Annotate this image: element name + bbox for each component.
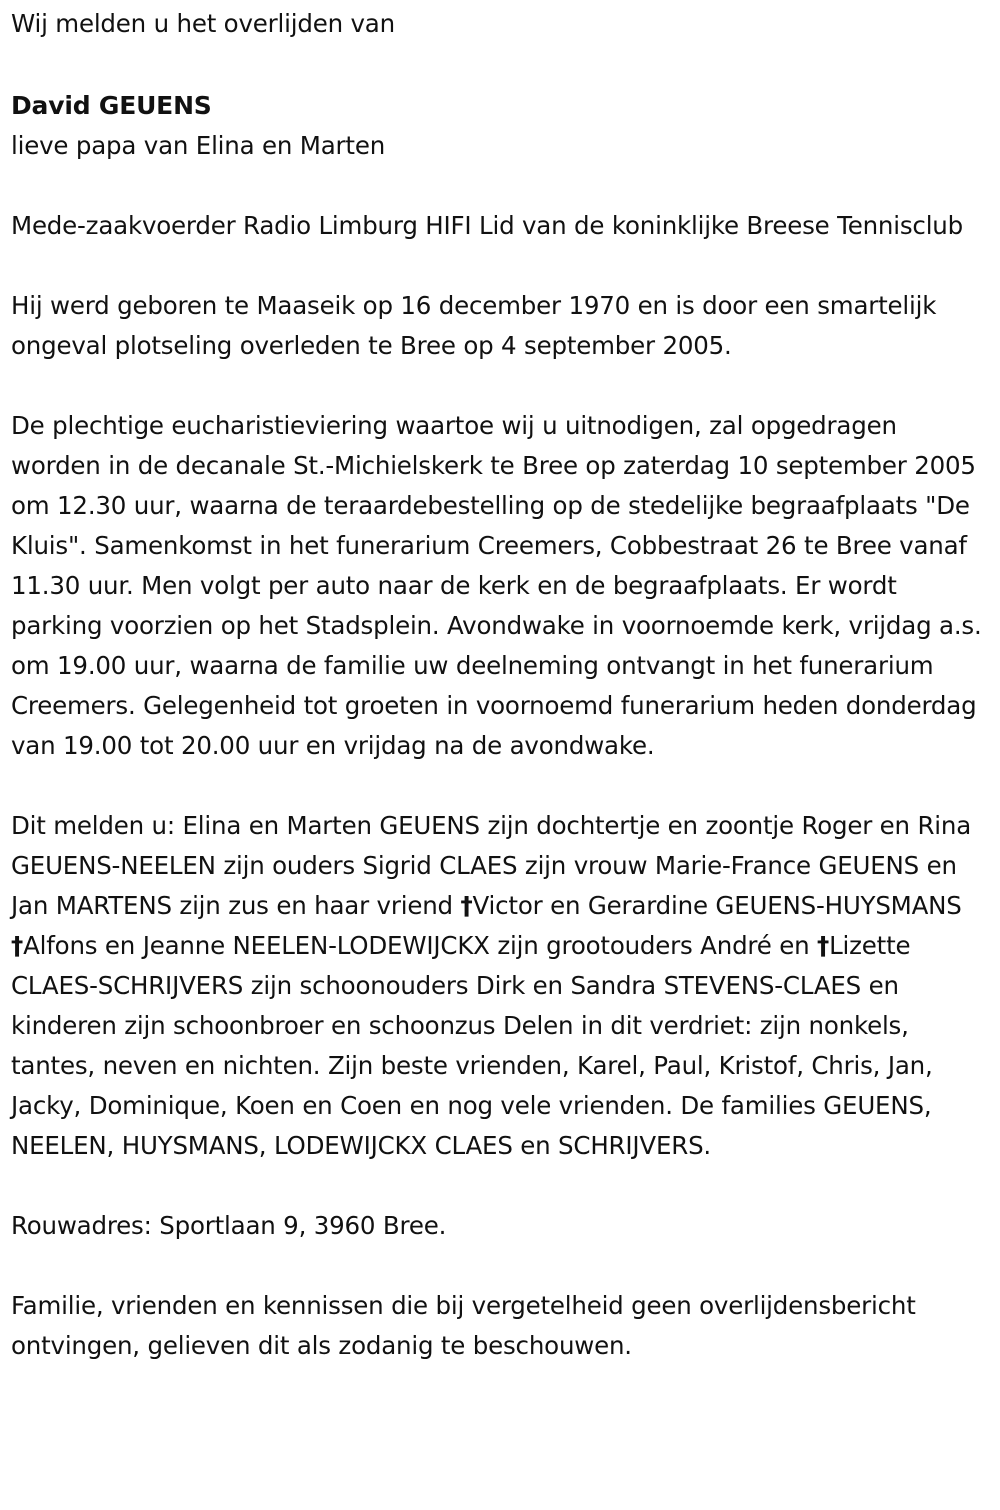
closing-text: Familie, vrienden en kennissen die bij vergetelheid geen overlijdensbericht ontvingen, gelieven dit als zodanig te beschouwen. — [11, 1291, 916, 1360]
spacer — [11, 1166, 993, 1206]
cross-icon: † — [460, 891, 473, 920]
intro-text: Wij melden u het overlijden van — [11, 9, 395, 38]
death-announcement — [11, 4, 993, 1366]
address-text: Rouwadres: Sportlaan 9, 3960 Bree. — [11, 1211, 447, 1240]
family-text-part1: Dit melden u: Elina en Marten GEUENS zijn dochtertje en zoontje Roger en Rina GEUENS-NEELEN zijn ouders Sigrid CLAES zijn vrouw Marie-France GEUENS en Jan MARTENS zijn zus en haar vriend — [11, 811, 972, 920]
spacer — [11, 1246, 993, 1286]
family-text-part3: Alfons en Jeanne NEELEN-LODEWIJCKX zijn grootouders André en — [23, 931, 818, 960]
relation-text: lieve papa van Elina en Marten — [11, 131, 386, 160]
cross-icon: † — [11, 931, 24, 960]
family-text-part2: Victor en Gerardine GEUENS-HUYSMANS — [472, 891, 962, 920]
spacer — [11, 44, 993, 84]
family-text-part4: Lizette CLAES-SCHRIJVERS zijn schoonouders Dirk en Sandra STEVENS-CLAES en kinderen zijn schoonbroer en schoonzus Delen in dit verdriet: zijn nonkels, tantes, neven en nichten. Zijn beste vrienden, Karel, Paul, Kristof, Chris, Jan, Jacky, Dominique, Koen en Coen en nog vele vrienden. De families GEUENS, NEELEN, HUYSMANS, LODEWIJCKX CLAES en SCHRIJVERS. — [11, 931, 933, 1160]
spacer — [11, 766, 993, 806]
birth-death-text: Hij werd geboren te Maaseik op 16 december 1970 en is door een smartelijk ongeval plotseling overleden te Bree op 4 september 2005. — [11, 291, 937, 360]
spacer — [11, 166, 993, 206]
cross-icon: † — [817, 931, 830, 960]
spacer — [11, 246, 993, 286]
spacer — [11, 366, 993, 406]
occupation-text: Mede-zaakvoerder Radio Limburg HIFI Lid van de koninklijke Breese Tennisclub — [11, 211, 963, 240]
ceremony-text: De plechtige eucharistieviering waartoe wij u uitnodigen, zal opgedragen worden in de decanale St.-Michielskerk te Bree op zaterdag 10 september 2005 om 12.30 uur, waarna de teraardebestelling op de stedelijke begraafplaats "De Kluis". Samenkomst in het funerarium Creemers, Cobbestraat 26 te Bree vanaf 11.30 uur. Men volgt per auto naar de kerk en de begraafplaats. Er wordt parking voorzien op het Stadsplein. Avondwake in voornoemde kerk, vrijdag a.s. om 19.00 uur, waarna de familie uw deelneming ontvangt in het funerarium Creemers. Gelegenheid tot groeten in voornoemd funerarium heden donderdag van 19.00 tot 20.00 uur en vrijdag na de avondwake. — [11, 411, 982, 760]
family-text — [11, 806, 993, 1166]
deceased-name: David GEUENS — [11, 91, 212, 120]
